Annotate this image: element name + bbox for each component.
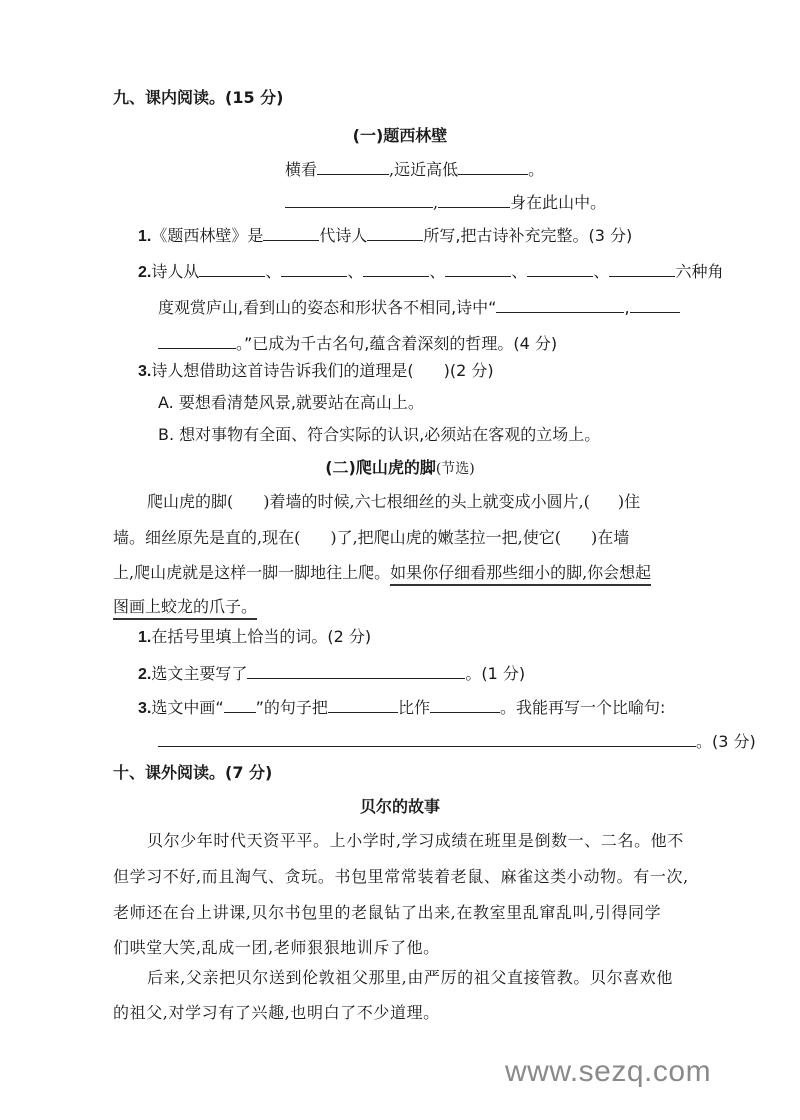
poem-line-2 xyxy=(285,190,606,213)
compared-to-blank[interactable] xyxy=(430,695,500,713)
passage-text: )在墙 xyxy=(591,528,630,547)
option-b[interactable]: B. 想对事物有全面、符合实际的认识,必须站在客观的立场上。 xyxy=(158,425,601,444)
angle-blank-4[interactable] xyxy=(445,259,511,277)
underlined-sentence: 图画上蛟龙的爪子。 xyxy=(113,597,257,620)
angle-blank-1[interactable] xyxy=(199,259,265,277)
poem-text: 身在此山中。 xyxy=(510,193,607,212)
part1-question-1 xyxy=(138,223,632,247)
story-title: 贝尔的故事 xyxy=(359,797,440,816)
poem-blank-1[interactable] xyxy=(317,157,389,175)
part2-question-2 xyxy=(138,661,525,685)
passage-text: )住 xyxy=(617,492,641,511)
part2-question-3 xyxy=(138,695,665,719)
story-p2-line-1: 后来,父亲把贝尔送到伦敦祖父那里,由严厉的祖父直接管教。贝尔喜欢他 xyxy=(147,968,673,987)
angle-blank-6[interactable] xyxy=(609,259,675,277)
question-text: 在括号里填上恰当的词。(2 分) xyxy=(151,627,372,646)
separator: 、 xyxy=(347,262,364,281)
poet-blank[interactable] xyxy=(367,223,423,241)
story-p1-line-3: 老师还在台上讲课,贝尔书包里的老鼠钻了出来,在教室里乱窜乱叫,引得同学 xyxy=(113,903,662,922)
part2-title xyxy=(0,458,800,479)
poem-text: ,远近高低 xyxy=(389,160,459,179)
question-text: 。”已成为千古名句,蕴含着深刻的哲理。(4 分) xyxy=(236,334,558,353)
part2-question-3-line-2 xyxy=(158,729,756,752)
story-p1-line-4: 们哄堂大笑,乱成一团,老师狠狠地训斥了他。 xyxy=(113,938,440,957)
question-text: 诗人从 xyxy=(151,262,200,281)
quote-blank-1[interactable] xyxy=(496,295,624,313)
passage-text: 爬山虎的脚( xyxy=(147,492,234,511)
passage-text: 墙。细丝原先是直的,现在( xyxy=(113,528,301,547)
question-text: ”的句子把 xyxy=(255,698,328,717)
main-content-blank[interactable] xyxy=(247,661,465,679)
question-text: 选文中画“ xyxy=(151,698,224,717)
poem-blank-2[interactable] xyxy=(458,157,528,175)
passage-line-4 xyxy=(113,597,257,617)
option-a[interactable]: A. 要想看清楚风景,就要站在高山上。 xyxy=(158,393,424,412)
angle-blank-3[interactable] xyxy=(363,259,429,277)
question-number: 3. xyxy=(138,363,152,380)
story-p1-line-1: 贝尔少年时代天资平平。上小学时,学习成绩在班里是倒数一、二名。他不 xyxy=(147,831,684,850)
poem-text: 。 xyxy=(528,160,545,179)
poem-blank-4[interactable] xyxy=(438,190,510,208)
quote-blank-2b[interactable] xyxy=(158,331,236,349)
watermark: www.sezq.com xyxy=(505,1055,712,1088)
part1-question-2 xyxy=(138,259,723,283)
part2-title-text: (二)爬山虎的脚 xyxy=(325,458,436,477)
passage-text: 上,爬山虎就是这样一脚一脚地往上爬。 xyxy=(113,563,391,582)
passage-line-2 xyxy=(113,528,629,548)
question-text: 代诗人 xyxy=(319,226,368,245)
question-text: 。(3 分) xyxy=(696,732,756,751)
poem-text: 横看 xyxy=(285,160,318,179)
question-text: 所写,把古诗补充完整。(3 分) xyxy=(423,226,633,245)
underlined-sentence: 如果你仔细看那些细小的脚,你会想起 xyxy=(390,563,651,586)
separator: 、 xyxy=(511,262,528,281)
story-p1-line-2: 但学习不好,而且淘气、贪玩。书包里常常装着老鼠、麻雀这类小动物。有一次, xyxy=(113,867,689,886)
part2-title-note: (节选) xyxy=(435,461,475,477)
separator: 、 xyxy=(265,262,282,281)
question-number: 2. xyxy=(138,264,152,281)
question-text: 《题西林壁》是 xyxy=(151,226,264,245)
separator: , xyxy=(624,298,630,317)
simile-sentence-blank[interactable] xyxy=(158,729,696,747)
question-number: 1. xyxy=(138,629,152,646)
angle-blank-2[interactable] xyxy=(281,259,347,277)
question-text: 选文主要写了 xyxy=(151,664,248,683)
passage-text: )了,把爬山虎的嫩茎拉一把,使它( xyxy=(330,528,562,547)
passage-line-3 xyxy=(113,563,651,583)
quote-blank-2a[interactable] xyxy=(630,295,680,313)
passage-text: )着墙的时候,六七根细丝的头上就变成小圆片,( xyxy=(263,492,590,511)
poem-line-1 xyxy=(285,157,544,180)
poem-text: , xyxy=(433,193,439,212)
dynasty-blank[interactable] xyxy=(263,223,319,241)
angle-blank-5[interactable] xyxy=(527,259,593,277)
question-number: 3. xyxy=(138,700,152,717)
separator: 、 xyxy=(429,262,446,281)
line-style-blank[interactable] xyxy=(224,695,256,713)
question-number: 2. xyxy=(138,666,152,683)
question-number: 1. xyxy=(138,228,152,245)
question-text: 。我能再写一个比喻句: xyxy=(499,698,666,717)
part1-question-3 xyxy=(138,361,494,382)
part1-title: (一)题西林壁 xyxy=(352,126,448,145)
poem-blank-3[interactable] xyxy=(285,190,433,208)
question-text: 比作 xyxy=(397,698,430,717)
question-text: 。(1 分) xyxy=(465,664,526,683)
part1-question-2-line-3 xyxy=(158,331,557,354)
story-p2-line-2: 的祖父,对学习有了兴趣,也明白了不少道理。 xyxy=(113,1003,440,1022)
question-text: 度观赏庐山,看到山的姿态和形状各不相同,诗中“ xyxy=(158,298,497,317)
section-9-heading: 九、课内阅读。(15 分) xyxy=(113,88,284,107)
passage-line-1 xyxy=(147,492,640,512)
part1-question-2-line-2 xyxy=(158,295,680,318)
question-text: )(2 分) xyxy=(443,361,494,380)
section-10-heading: 十、课外阅读。(7 分) xyxy=(113,763,273,782)
part2-question-1 xyxy=(138,627,371,648)
separator: 、 xyxy=(593,262,610,281)
subject-blank[interactable] xyxy=(328,695,398,713)
question-text: 六种角 xyxy=(675,262,724,281)
question-text: 诗人想借助这首诗告诉我们的道理是( xyxy=(151,361,414,380)
